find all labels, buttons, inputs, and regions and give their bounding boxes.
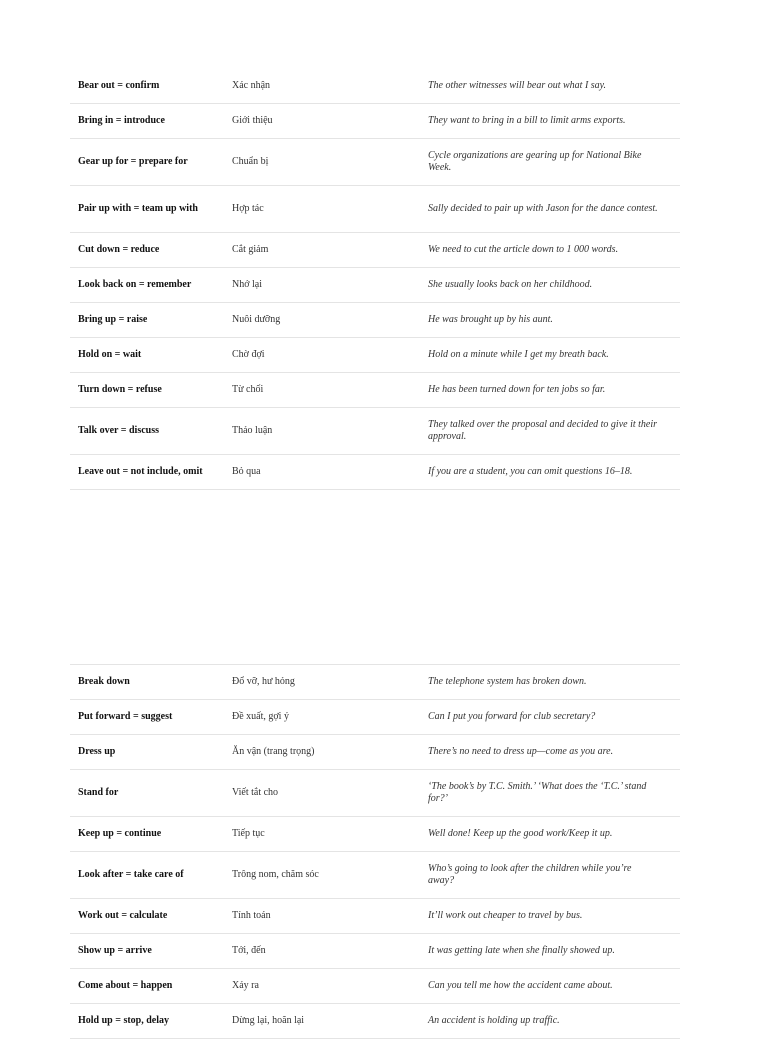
example-cell: He has been turned down for ten jobs so far. [424, 373, 680, 408]
meaning-cell: Đề xuất, gợi ý [224, 700, 424, 735]
phrasal-verbs-table-2 [70, 664, 680, 1039]
example-cell: They want to bring in a bill to limit arms exports. [424, 104, 680, 139]
meaning-cell: Tiếp tục [224, 817, 424, 852]
phrase-cell: Cut down = reduce [70, 233, 224, 268]
phrase-cell: Pair up with = team up with [70, 186, 224, 233]
table-row [70, 665, 680, 700]
phrase-cell: Look back on = remember [70, 268, 224, 303]
example-cell: There’s no need to dress up—come as you are. [424, 735, 680, 770]
phrase-cell: Leave out = not include, omit [70, 455, 224, 490]
phrase-cell: Turn down = refuse [70, 373, 224, 408]
meaning-cell: Hợp tác [224, 186, 424, 233]
meaning-cell: Dừng lại, hoãn lại [224, 1004, 424, 1039]
phrase-cell: Break down [70, 665, 224, 700]
meaning-cell: Xác nhận [224, 69, 424, 104]
example-cell: Can you tell me how the accident came about. [424, 969, 680, 1004]
example-cell: Can I put you forward for club secretary? [424, 700, 680, 735]
phrase-cell: Talk over = discuss [70, 408, 224, 455]
phrase-cell: Work out = calculate [70, 899, 224, 934]
example-cell: Who’s going to look after the children while you’re away? [424, 852, 680, 899]
table-row [70, 186, 680, 233]
phrase-cell: Bring up = raise [70, 303, 224, 338]
example-cell: We need to cut the article down to 1 000 words. [424, 233, 680, 268]
meaning-cell: Viết tắt cho [224, 770, 424, 817]
table-row [70, 735, 680, 770]
meaning-cell: Bỏ qua [224, 455, 424, 490]
example-cell: ‘The book’s by T.C. Smith.’ ‘What does the ‘T.C.’ stand for?’ [424, 770, 680, 817]
phrase-cell: Hold up = stop, delay [70, 1004, 224, 1039]
meaning-cell: Đổ vỡ, hư hỏng [224, 665, 424, 700]
example-cell: He was brought up by his aunt. [424, 303, 680, 338]
meaning-cell: Từ chối [224, 373, 424, 408]
table-row [70, 408, 680, 455]
table-row [70, 455, 680, 490]
table-row [70, 69, 680, 104]
meaning-cell: Giới thiệu [224, 104, 424, 139]
table-row [70, 233, 680, 268]
meaning-cell: Xảy ra [224, 969, 424, 1004]
phrase-cell: Keep up = continue [70, 817, 224, 852]
meaning-cell: Trông nom, chăm sóc [224, 852, 424, 899]
example-cell: Sally decided to pair up with Jason for the dance contest. [424, 186, 680, 233]
phrase-cell: Come about = happen [70, 969, 224, 1004]
meaning-cell: Cắt giảm [224, 233, 424, 268]
table-row [70, 852, 680, 899]
table-row [70, 303, 680, 338]
table-row [70, 770, 680, 817]
meaning-cell: Ăn vận (trang trọng) [224, 735, 424, 770]
meaning-cell: Tính toán [224, 899, 424, 934]
phrase-cell: Hold on = wait [70, 338, 224, 373]
table-row [70, 899, 680, 934]
phrase-cell: Stand for [70, 770, 224, 817]
meaning-cell: Chuẩn bị [224, 139, 424, 186]
example-cell: The other witnesses will bear out what I say. [424, 69, 680, 104]
meaning-cell: Tới, đến [224, 934, 424, 969]
example-cell: Well done! Keep up the good work/Keep it up. [424, 817, 680, 852]
example-cell: Cycle organizations are gearing up for National Bike Week. [424, 139, 680, 186]
meaning-cell: Nhớ lại [224, 268, 424, 303]
phrase-cell: Bear out = confirm [70, 69, 224, 104]
table-row [70, 373, 680, 408]
phrase-cell: Gear up for = prepare for [70, 139, 224, 186]
example-cell: Hold on a minute while I get my breath back. [424, 338, 680, 373]
phrase-cell: Dress up [70, 735, 224, 770]
example-cell: It’ll work out cheaper to travel by bus. [424, 899, 680, 934]
phrase-cell: Show up = arrive [70, 934, 224, 969]
table-row [70, 934, 680, 969]
table-row [70, 139, 680, 186]
example-cell: They talked over the proposal and decided to give it their approval. [424, 408, 680, 455]
table-row [70, 338, 680, 373]
table-row [70, 1004, 680, 1039]
table-row [70, 969, 680, 1004]
example-cell: If you are a student, you can omit questions 16–18. [424, 455, 680, 490]
meaning-cell: Nuôi dưỡng [224, 303, 424, 338]
meaning-cell: Chờ đợi [224, 338, 424, 373]
example-cell: An accident is holding up traffic. [424, 1004, 680, 1039]
phrase-cell: Put forward = suggest [70, 700, 224, 735]
table-row [70, 700, 680, 735]
phrasal-verbs-table-1 [70, 69, 680, 490]
meaning-cell: Thảo luận [224, 408, 424, 455]
example-cell: It was getting late when she finally showed up. [424, 934, 680, 969]
phrase-cell: Look after = take care of [70, 852, 224, 899]
example-cell: She usually looks back on her childhood. [424, 268, 680, 303]
table-row [70, 268, 680, 303]
table-row [70, 104, 680, 139]
table-row [70, 817, 680, 852]
example-cell: The telephone system has broken down. [424, 665, 680, 700]
phrase-cell: Bring in = introduce [70, 104, 224, 139]
